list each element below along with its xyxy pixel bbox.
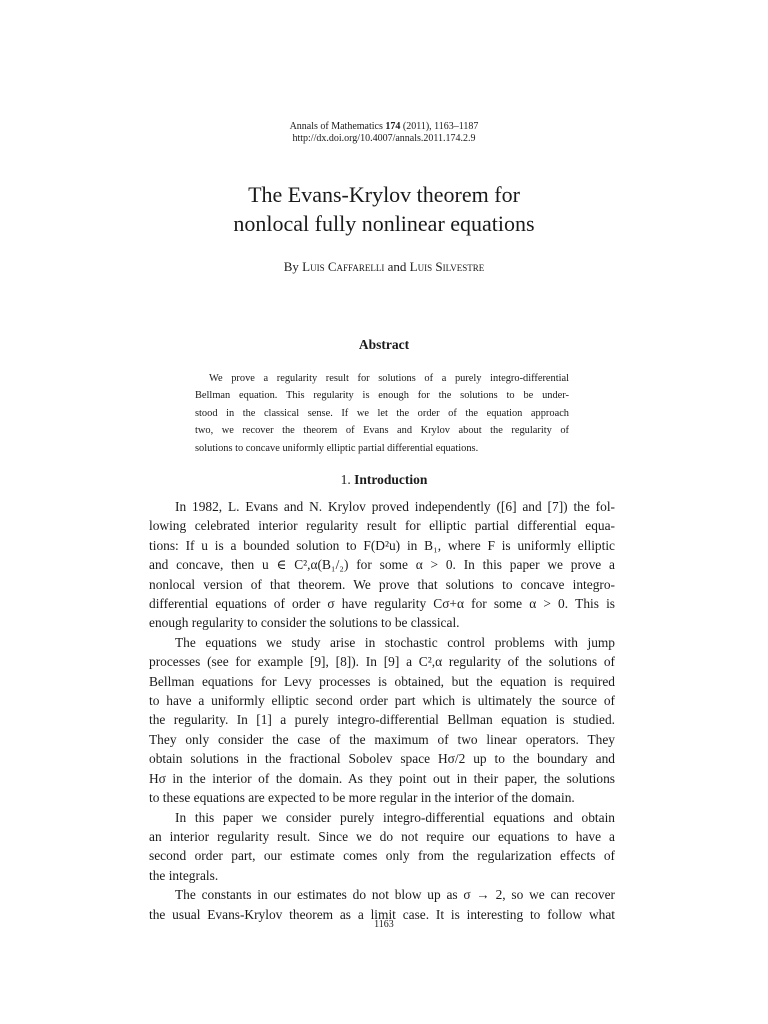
abstract-line: Bellman equation. This regularity is enough for the solutions to be under-	[195, 390, 569, 402]
body-line: The constants in our estimates do not blow up as σ → 2, so we can recover	[175, 887, 615, 903]
body-line: an interior regularity result. Since we do not require our equations to have a	[149, 828, 615, 844]
body-line: to these equations are expected to be more regular in the interior of the domain.	[149, 790, 575, 806]
journal-doi: http://dx.doi.org/10.4007/annals.2011.174.2.9	[292, 133, 476, 144]
section-number: 1.	[340, 472, 351, 487]
journal-volume: 174	[385, 121, 401, 132]
body-line: Bellman equations for Levy processes is obtained, but the equation is required	[149, 673, 615, 689]
body-text	[149, 497, 615, 924]
body-line: obtain solutions in the fractional Sobolev space Hσ/2 up to the boundary and	[149, 751, 615, 767]
section-heading	[0, 472, 768, 488]
section-title: Introduction	[354, 472, 428, 487]
body-line: processes (see for example [9], [8]). In [9] a C²,α regularity of the solutions of	[149, 654, 615, 670]
author-1: Luis Caffarelli	[302, 259, 385, 274]
body-line: to have a uniformly elliptic second order part which is ultimately the source of	[149, 693, 615, 709]
body-line: In 1982, L. Evans and N. Krylov proved independently ([6] and [7]) the fol-	[175, 499, 615, 514]
body-line: and concave, then u ∈ C²,α(B₁/₂) for some α > 0. In this paper we prove a	[149, 557, 615, 573]
body-line: the regularity. In [1] a purely integro-differential Bellman equation is studied.	[149, 712, 615, 728]
paper-title	[0, 180, 768, 238]
abstract-line: solutions to concave uniformly elliptic partial differential equations.	[195, 442, 479, 454]
journal-citation: Annals of Mathematics 174 (2011), 1163–1187	[289, 121, 479, 132]
abstract-line: two, we recover the theorem of Evans and Krylov about the regularity of	[195, 425, 569, 437]
journal-header	[0, 121, 768, 145]
abstract-text	[195, 370, 569, 457]
body-line: tions: If u is a bounded solution to F(D²u) in B₁, where F is uniformly elliptic	[149, 537, 615, 553]
body-line: enough regularity to consider the solutions to be classical.	[149, 615, 460, 631]
page-number: 1163	[374, 919, 394, 930]
body-line: nonlocal version of that theorem. We prove that solutions to concave integro-	[149, 576, 615, 592]
body-line: They only consider the case of the maximum of two linear operators. They	[149, 731, 615, 747]
title-line-1: The Evans-Krylov theorem for	[248, 182, 520, 207]
body-line: In this paper we consider purely integro-differential equations and obtain	[175, 809, 615, 825]
author-byline: By Luis Caffarelli and Luis Silvestre	[283, 259, 485, 274]
abstract-heading: Abstract	[358, 337, 410, 352]
body-line: lowing celebrated interior regularity result for elliptic partial differential equa-	[149, 518, 615, 534]
body-line: second order part, our estimate comes only from the regularization effects of	[149, 848, 615, 864]
body-line: The equations we study arise in stochastic control problems with jump	[175, 634, 615, 650]
abstract-line: stood in the classical sense. If we let the order of the equation approach	[195, 407, 569, 419]
title-line-2: nonlocal fully nonlinear equations	[233, 211, 535, 236]
body-line: the usual Evans-Krylov theorem as a limit case. It is interesting to follow what	[149, 906, 615, 922]
abstract-line: We prove a regularity result for solutions of a purely integro-differential	[209, 373, 569, 384]
body-line: the integrals.	[149, 867, 219, 883]
body-line: differential equations of order σ have regularity Cσ+α for some α > 0. This is	[149, 596, 615, 612]
body-line: Hσ in the interior of the domain. As they point out in their paper, the solutions	[149, 770, 615, 786]
author-2: Luis Silvestre	[409, 259, 485, 274]
